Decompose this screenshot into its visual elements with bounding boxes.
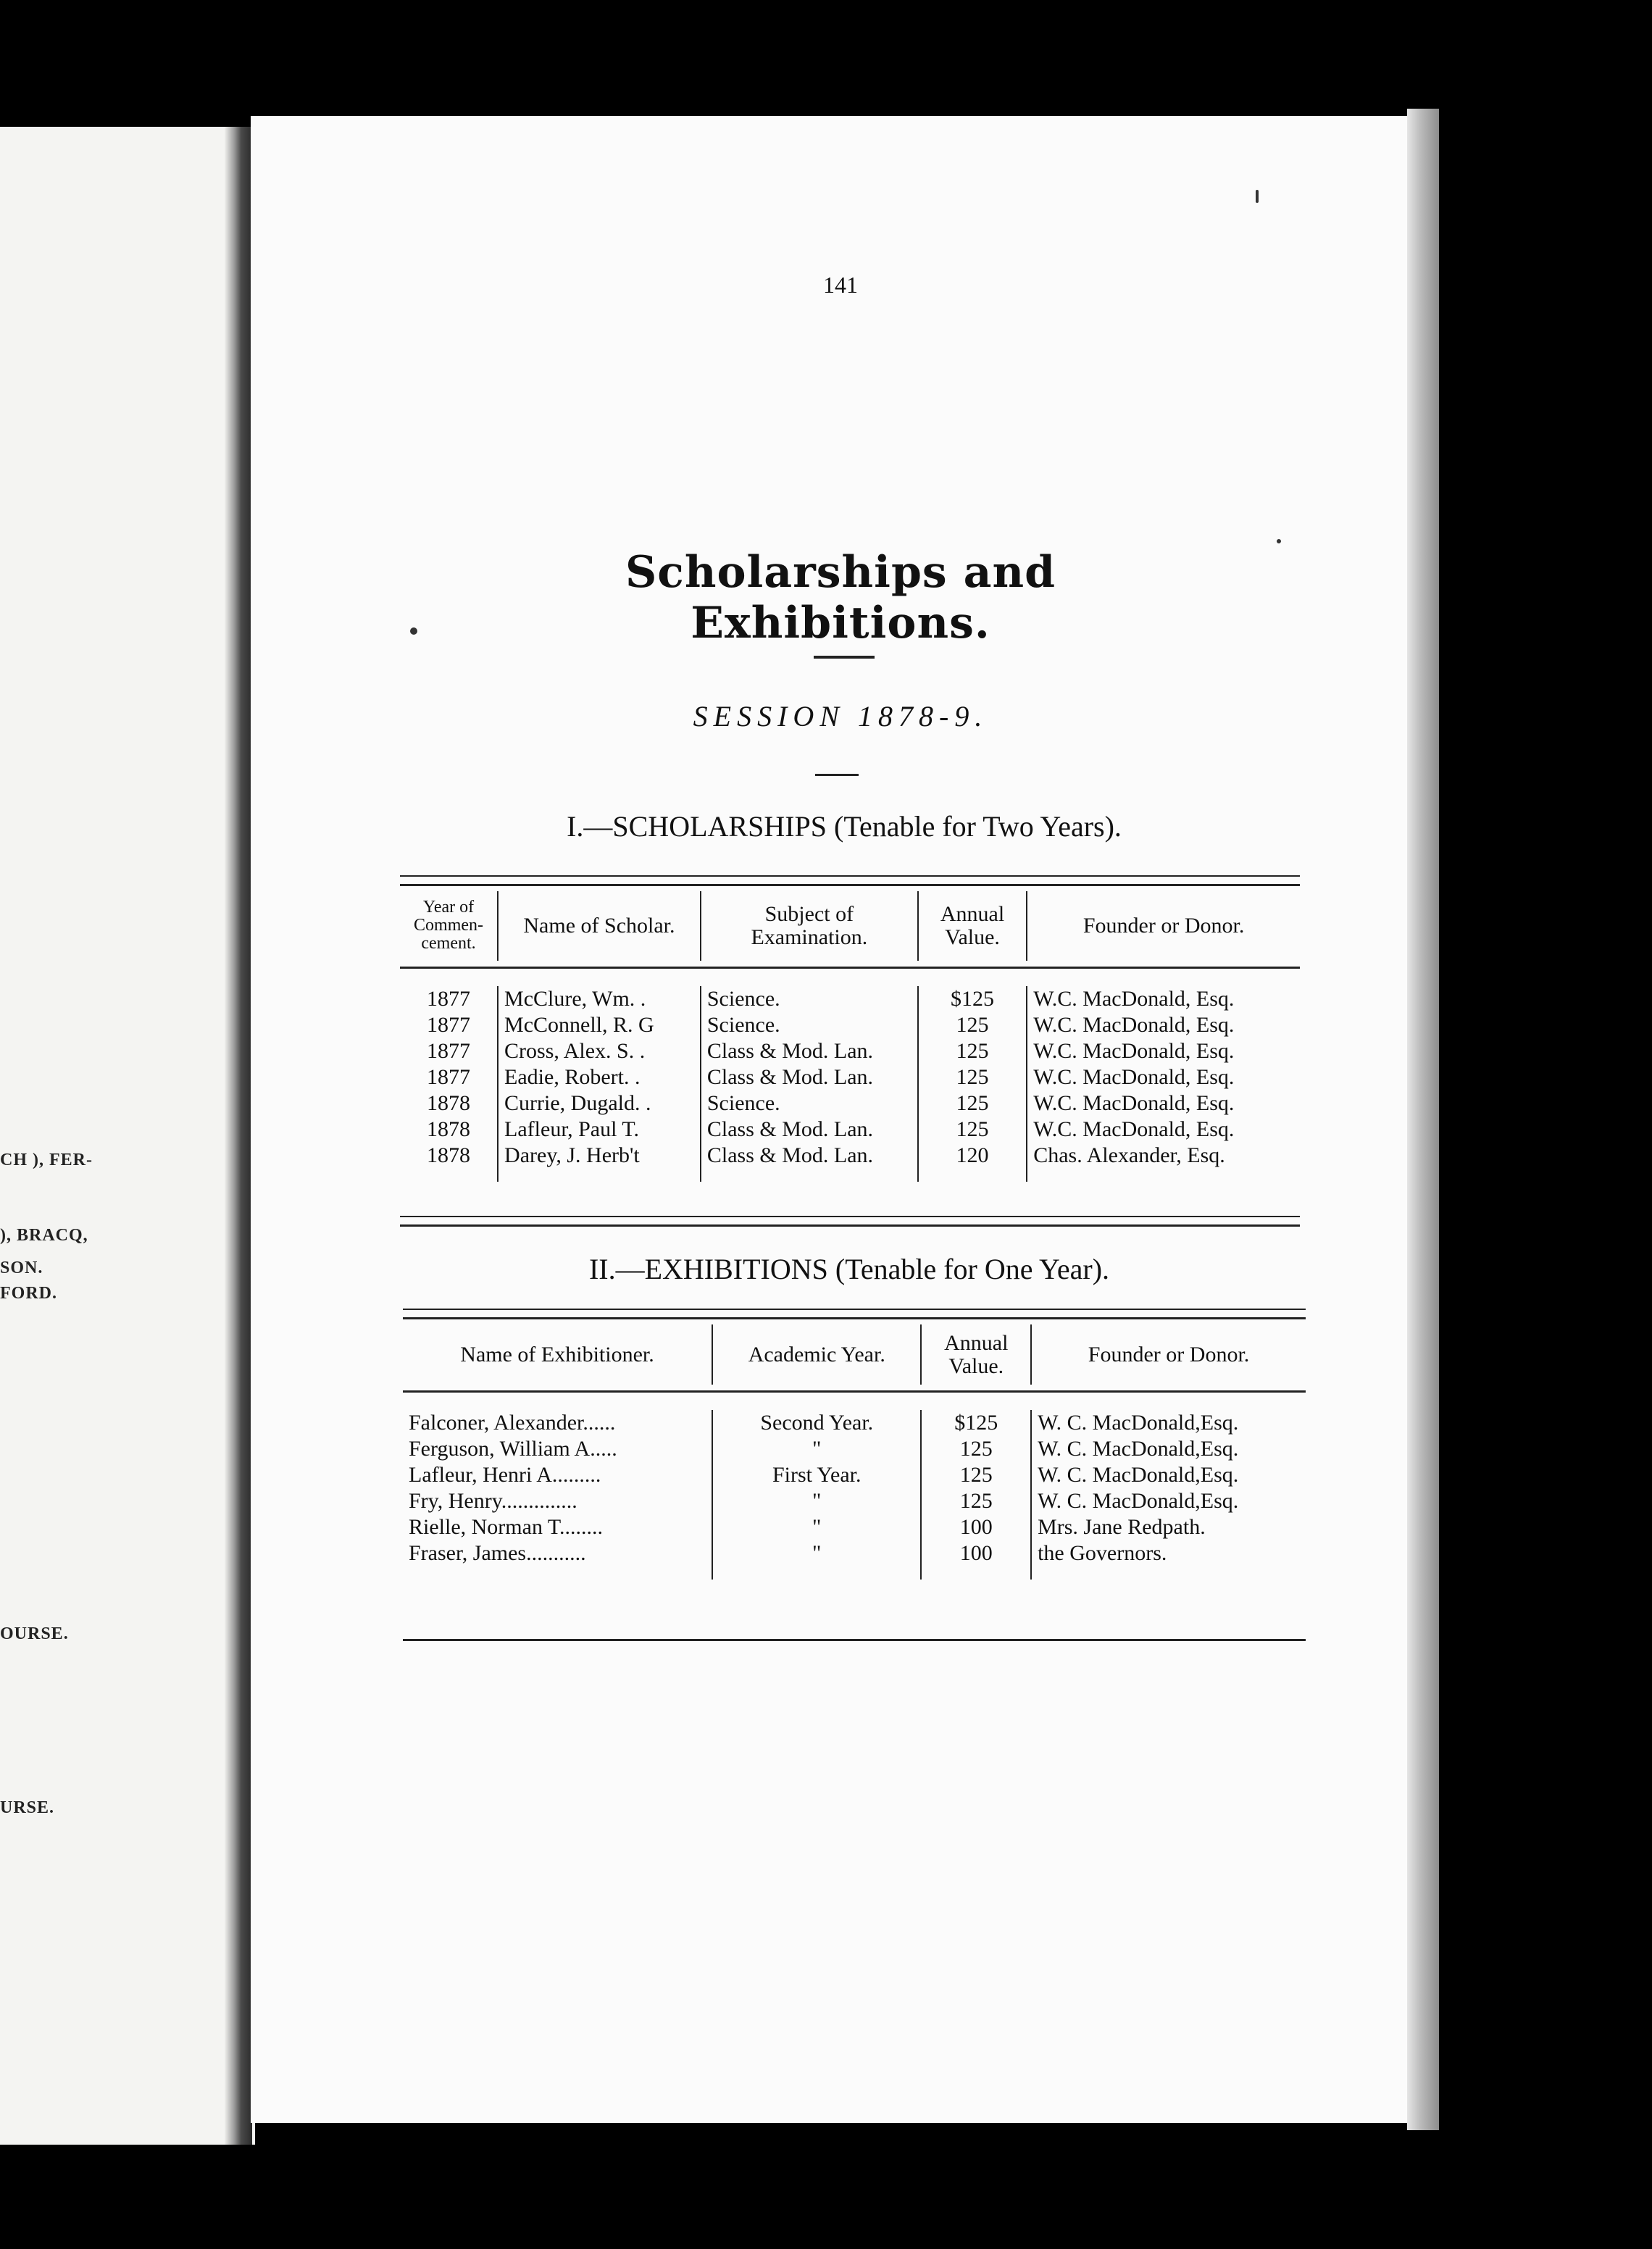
column-header: Name of Exhibitioner. [460,1342,654,1366]
column-header: Name of Scholar. [498,891,701,961]
exhibitions-heading: II.—EXHIBITIONS (Tenable for One Year). [588,1253,1110,1285]
cell-donor: the Governors. [1031,1540,1306,1566]
cell-value: 125 [921,1436,1031,1462]
cell-value: 125 [921,1462,1031,1488]
cell-donor: Chas. Alexander, Esq. [1027,1143,1300,1169]
cell-year: Second Year. [712,1410,921,1436]
cell-donor: W.C. MacDonald, Esq. [1027,1064,1300,1090]
cell-year: " [712,1514,921,1540]
table-row [400,1117,1300,1143]
table-row [403,1462,1306,1488]
cell-name: Fraser, James........... [409,1541,586,1565]
column-header: Subject of Examination. [701,891,918,961]
table-row [400,1064,1300,1090]
cell-donor: W.C. MacDonald, Esq. [1027,1117,1300,1143]
left-page-fragment: OURSE. [0,1624,69,1643]
cell-year: 1877 [427,1064,471,1089]
cell-donor: W.C. MacDonald, Esq. [1027,986,1300,1012]
table-row [403,1436,1306,1462]
cell-value: 125 [918,1038,1027,1064]
cell-year: " [712,1436,921,1462]
cell-year: " [712,1488,921,1514]
cell-year: 1877 [427,1012,471,1037]
cell-name: Fry, Henry.............. [409,1489,577,1513]
cell-donor: W. C. MacDonald,Esq. [1031,1462,1306,1488]
left-page-fragment: SON. [0,1259,43,1277]
cell-year: 1878 [427,1143,471,1167]
cell-name: McConnell, R. G [498,1012,701,1038]
page-title: Scholarships and Exhibitions. [625,547,1056,648]
session-heading: SESSION 1878-9. [693,700,988,733]
table-header-row [400,891,1300,961]
cell-subject: Class & Mod. Lan. [701,1143,918,1169]
cell-subject: Class & Mod. Lan. [701,1117,918,1143]
column-header: Founder or Donor. [1027,891,1300,961]
cell-name: Ferguson, William A..... [409,1437,617,1461]
column-header: Annual Value. [921,1324,1031,1385]
column-header: Academic Year. [712,1324,921,1385]
table-bottom-rule [400,1216,1300,1227]
cell-name: Currie, Dugald. . [498,1090,701,1117]
page-edge [1407,109,1439,2130]
cell-value: 125 [918,1012,1027,1038]
cell-subject: Class & Mod. Lan. [701,1064,918,1090]
table-row [403,1488,1306,1514]
table-top-rule [400,875,1300,886]
exhibitions-table [403,1324,1306,1580]
cell-donor: Mrs. Jane Redpath. [1031,1514,1306,1540]
cell-donor: W. C. MacDonald,Esq. [1031,1488,1306,1514]
cell-name: Falconer, Alexander...... [409,1411,616,1435]
cell-subject: Science. [701,1090,918,1117]
table-bottom-rule [403,1639,1306,1641]
left-page-fragment: CH ), FER- [0,1151,93,1169]
cell-value: 120 [918,1143,1027,1169]
column-header: Year of Commen- cement. [414,898,484,954]
table-row [400,1143,1300,1169]
cell-name: Lafleur, Henri A......... [409,1463,601,1487]
cell-donor: W.C. MacDonald, Esq. [1027,1012,1300,1038]
left-page-fragment: ), BRACQ, [0,1226,88,1245]
table-row [400,1038,1300,1064]
session-rule [815,774,859,776]
table-row [403,1514,1306,1540]
cell-subject: Class & Mod. Lan. [701,1038,918,1064]
cell-name: McClure, Wm. . [498,986,701,1012]
column-header: Annual Value. [918,891,1027,961]
cell-value: 125 [918,1064,1027,1090]
table-row [403,1410,1306,1436]
cell-name: Lafleur, Paul T. [498,1117,701,1143]
cell-subject: Science. [701,1012,918,1038]
left-page [0,127,255,2145]
table-header-row [403,1324,1306,1385]
left-page-fragment: FORD. [0,1284,57,1303]
scan-speck [410,627,417,635]
cell-value: $125 [921,1410,1031,1436]
table-row [400,1012,1300,1038]
page-number: 141 [823,272,858,298]
cell-donor: W. C. MacDonald,Esq. [1031,1436,1306,1462]
table-top-rule [403,1309,1306,1319]
scan-speck [1256,190,1259,203]
title-rule [814,656,875,659]
cell-donor: W. C. MacDonald,Esq. [1031,1410,1306,1436]
table-row [400,986,1300,1012]
book-spine [225,127,252,2145]
left-page-fragment: URSE. [0,1798,55,1817]
cell-year: 1877 [427,1038,471,1063]
cell-year: First Year. [712,1462,921,1488]
scan-speck [1277,539,1281,543]
cell-value: 125 [921,1488,1031,1514]
table-row [400,1090,1300,1117]
cell-value: 125 [918,1090,1027,1117]
cell-year: 1877 [427,986,471,1011]
table-row [403,1540,1306,1566]
cell-donor: W.C. MacDonald, Esq. [1027,1038,1300,1064]
cell-value: 100 [921,1514,1031,1540]
scholarships-heading: I.—SCHOLARSHIPS (Tenable for Two Years). [567,810,1122,843]
cell-donor: W.C. MacDonald, Esq. [1027,1090,1300,1117]
cell-subject: Science. [701,986,918,1012]
scholarships-table [400,891,1300,1182]
cell-year: 1878 [427,1117,471,1141]
column-header: Founder or Donor. [1031,1324,1306,1385]
cell-year: " [712,1540,921,1566]
cell-value: 100 [921,1540,1031,1566]
cell-value: $125 [918,986,1027,1012]
cell-name: Rielle, Norman T........ [409,1515,604,1539]
cell-value: 125 [918,1117,1027,1143]
cell-name: Cross, Alex. S. . [498,1038,701,1064]
cell-name: Eadie, Robert. . [498,1064,701,1090]
cell-year: 1878 [427,1090,471,1115]
cell-name: Darey, J. Herb't [498,1143,701,1169]
